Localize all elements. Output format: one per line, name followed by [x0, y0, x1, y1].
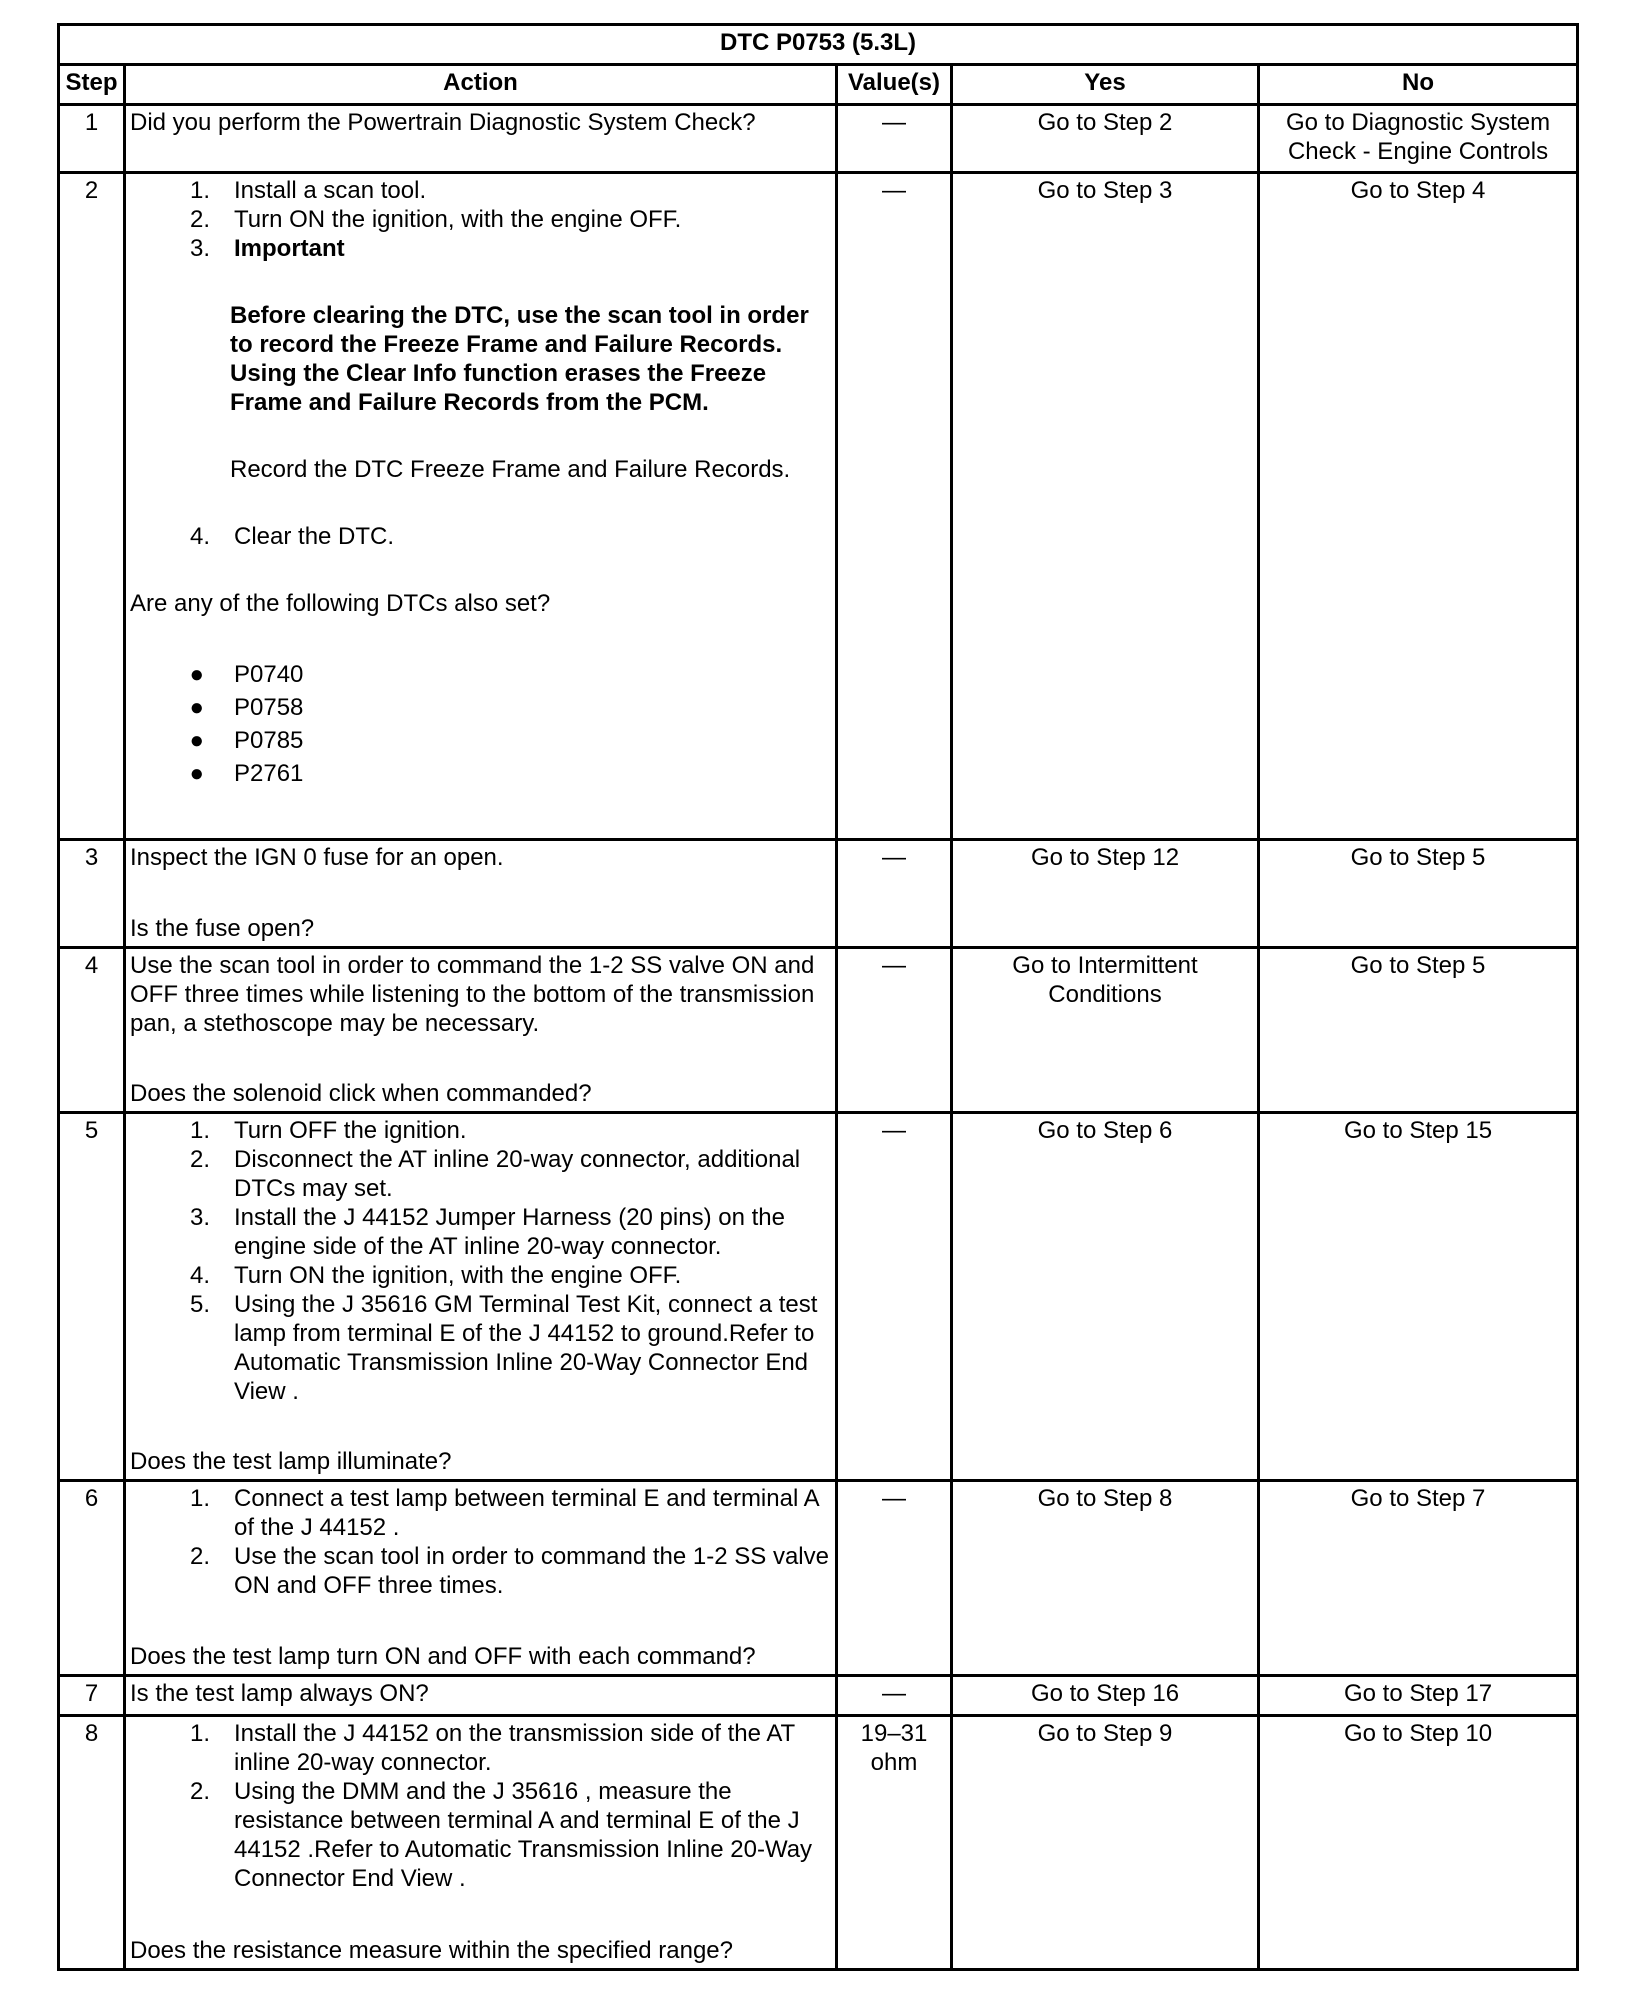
list-item: [130, 205, 831, 234]
list-item: [130, 658, 831, 691]
step-number: 3: [59, 840, 125, 948]
value-cell: —: [837, 173, 952, 840]
yes-cell: Go to Step 16: [952, 1676, 1259, 1716]
item-number: 1.: [189, 177, 210, 204]
dtc-code: P0785: [234, 727, 304, 754]
list-item: [130, 1484, 831, 1542]
record-instruction: Record the DTC Freeze Frame and Failure Records.: [230, 456, 791, 483]
action-steps: [130, 1484, 831, 1600]
table-row: [59, 173, 1578, 840]
no-cell: Go to Step 5: [1259, 840, 1578, 948]
header-action: Action: [125, 65, 837, 105]
action-question: Does the test lamp illuminate?: [130, 1448, 452, 1475]
header-step: Step: [59, 65, 125, 105]
list-item: [130, 757, 831, 790]
action-cell: [125, 1716, 837, 1970]
action-question: Does the solenoid click when commanded?: [130, 1080, 592, 1107]
item-text: Using the DMM and the J 35616 , measure the resistance between terminal A and terminal E of the J 44152 .Refer to Automatic Transmission Inline 20-Way Connector End View .: [234, 1778, 813, 1892]
value-cell: 19–31 ohm: [837, 1716, 952, 1970]
item-number: 2.: [189, 1146, 210, 1173]
value-cell: —: [837, 948, 952, 1113]
list-item: [130, 1145, 831, 1203]
table-title: DTC P0753 (5.3L): [59, 25, 1578, 65]
action-steps: [130, 522, 831, 551]
action-question: Is the test lamp always ON?: [130, 1680, 429, 1707]
list-item: [130, 176, 831, 205]
value-cell: —: [837, 1113, 952, 1481]
header-no: No: [1259, 65, 1578, 105]
item-text: Turn OFF the ignition.: [234, 1117, 467, 1144]
action-steps: [130, 1719, 831, 1893]
step-number: 6: [59, 1481, 125, 1676]
table-row: [59, 105, 1578, 173]
dtc-table: [57, 23, 1579, 1971]
action-question: Did you perform the Powertrain Diagnostic System Check?: [130, 109, 756, 136]
yes-cell: Go to Step 9: [952, 1716, 1259, 1970]
step-number: 2: [59, 173, 125, 840]
dtc-list: [130, 658, 831, 790]
action-cell: [125, 1113, 837, 1481]
list-item: [130, 1203, 831, 1261]
header-row: [59, 65, 1578, 105]
item-text: Using the J 35616 GM Terminal Test Kit, connect a test lamp from terminal E of the J 44152 to ground.Refer to Automatic Transmission Inline 20-Way Connector End View .: [234, 1291, 818, 1405]
action-question: Are any of the following DTCs also set?: [130, 590, 551, 617]
table-row: [59, 840, 1578, 948]
yes-cell: Go to Step 2: [952, 105, 1259, 173]
list-item: [130, 1116, 831, 1145]
item-number: 2.: [189, 206, 210, 233]
bullet-icon: ●: [189, 661, 204, 688]
bullet-icon: ●: [189, 760, 204, 787]
step-number: 1: [59, 105, 125, 173]
no-cell: Go to Step 17: [1259, 1676, 1578, 1716]
action-cell: [125, 173, 837, 840]
item-number: 2.: [189, 1543, 210, 1570]
table-row: [59, 1716, 1578, 1970]
item-text: Use the scan tool in order to command the 1-2 SS valve ON and OFF three times.: [234, 1543, 829, 1599]
action-cell: [125, 105, 837, 173]
important-label: Important: [234, 235, 345, 262]
item-text: Clear the DTC.: [234, 523, 395, 550]
action-cell: [125, 1481, 837, 1676]
list-item: [130, 522, 831, 551]
bullet-icon: ●: [189, 727, 204, 754]
dtc-code: P0740: [234, 661, 304, 688]
list-item: [130, 724, 831, 757]
table-row: [59, 1113, 1578, 1481]
yes-cell: Go to Step 3: [952, 173, 1259, 840]
yes-cell: Go to Intermittent Conditions: [952, 948, 1259, 1113]
action-text: Use the scan tool in order to command the 1-2 SS valve ON and OFF three times while listening to the bottom of the transmission pan, a stethoscope may be necessary.: [130, 952, 815, 1037]
no-cell: Go to Step 10: [1259, 1716, 1578, 1970]
item-number: 4.: [189, 1262, 210, 1289]
step-number: 8: [59, 1716, 125, 1970]
no-cell: Go to Step 5: [1259, 948, 1578, 1113]
item-text: Install a scan tool.: [234, 177, 427, 204]
value-cell: —: [837, 1676, 952, 1716]
important-note: Before clearing the DTC, use the scan tool in order to record the Freeze Frame and Failure Records. Using the Clear Info function erases the Freeze Frame and Failure Records from the PCM.: [230, 302, 809, 416]
header-value: Value(s): [837, 65, 952, 105]
list-item: [130, 691, 831, 724]
action-question: Does the test lamp turn ON and OFF with each command?: [130, 1643, 756, 1670]
yes-cell: Go to Step 6: [952, 1113, 1259, 1481]
no-cell: Go to Step 15: [1259, 1113, 1578, 1481]
list-item: [130, 1719, 831, 1777]
action-cell: [125, 948, 837, 1113]
action-question: Is the fuse open?: [130, 915, 315, 942]
item-number: 5.: [189, 1291, 210, 1318]
action-steps: [130, 176, 831, 263]
item-text: Connect a test lamp between terminal E and terminal A of the J 44152 .: [234, 1485, 819, 1541]
bullet-icon: ●: [189, 694, 204, 721]
action-cell: [125, 1676, 837, 1716]
value-cell: —: [837, 840, 952, 948]
list-item: [130, 1777, 831, 1893]
item-text: Disconnect the AT inline 20-way connector, additional DTCs may set.: [234, 1146, 801, 1202]
step-number: 5: [59, 1113, 125, 1481]
dtc-code: P2761: [234, 760, 304, 787]
value-cell: —: [837, 105, 952, 173]
item-text: Install the J 44152 Jumper Harness (20 pins) on the engine side of the AT inline 20-way connector.: [234, 1204, 785, 1260]
title-row: [59, 25, 1578, 65]
action-cell: [125, 840, 837, 948]
header-yes: Yes: [952, 65, 1259, 105]
value-cell: —: [837, 1481, 952, 1676]
item-number: 1.: [189, 1485, 210, 1512]
item-text: Install the J 44152 on the transmission side of the AT inline 20-way connector.: [234, 1720, 795, 1776]
yes-cell: Go to Step 12: [952, 840, 1259, 948]
no-cell: Go to Step 7: [1259, 1481, 1578, 1676]
list-item: [130, 1261, 831, 1290]
item-text: Turn ON the ignition, with the engine OFF.: [234, 206, 682, 233]
no-cell: Go to Diagnostic System Check - Engine Controls: [1259, 105, 1578, 173]
action-text: Inspect the IGN 0 fuse for an open.: [130, 844, 504, 871]
item-number: 2.: [189, 1778, 210, 1805]
item-number: 3.: [189, 1204, 210, 1231]
list-item: [130, 1542, 831, 1600]
no-cell: Go to Step 4: [1259, 173, 1578, 840]
item-number: 1.: [189, 1117, 210, 1144]
dtc-code: P0758: [234, 694, 304, 721]
item-number: 1.: [189, 1720, 210, 1747]
item-number: 4.: [189, 523, 210, 550]
item-number: 3.: [189, 235, 210, 262]
table-row: [59, 1481, 1578, 1676]
table-row: [59, 948, 1578, 1113]
table-row: [59, 1676, 1578, 1716]
list-item: [130, 1290, 831, 1406]
action-steps: [130, 1116, 831, 1406]
yes-cell: Go to Step 8: [952, 1481, 1259, 1676]
action-question: Does the resistance measure within the specified range?: [130, 1937, 733, 1964]
step-number: 7: [59, 1676, 125, 1716]
item-text: Turn ON the ignition, with the engine OFF.: [234, 1262, 682, 1289]
step-number: 4: [59, 948, 125, 1113]
list-item: [130, 234, 831, 263]
